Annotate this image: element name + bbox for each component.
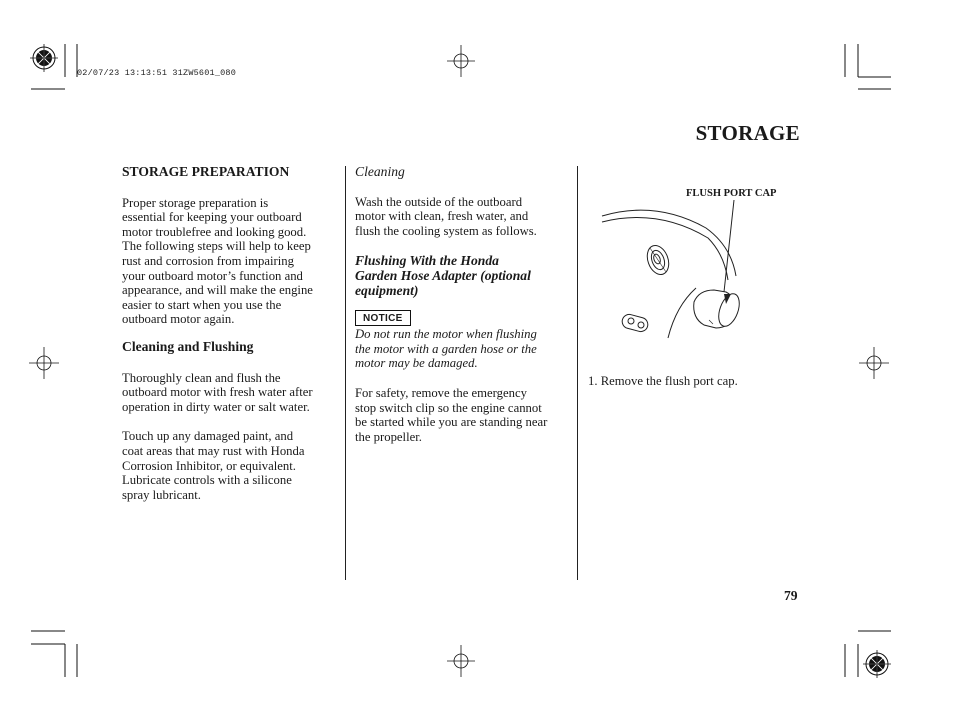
column-divider-2 [577, 166, 578, 580]
column-divider-1 [345, 166, 346, 580]
paragraph: Wash the outside of the outboard motor with clean, fresh water, and flush the cooling system as follows. [355, 194, 537, 238]
column-cleaning [355, 165, 575, 444]
figure-caption: 1. Remove the flush port cap. [588, 374, 738, 388]
page-title: STORAGE [695, 121, 800, 145]
notice-text: Do not run the motor when flushing the motor with a garden hose or the motor may be damaged. [355, 327, 537, 371]
paragraph: Proper storage preparation is essential for keeping your outboard motor troublefree and looking good. The following steps will help to keep rust and corrosion from impairing your outboard motor’s function and appearance, and will make the engine easier to start when you use the outboard motor again. [122, 195, 313, 327]
notice-badge: NOTICE [355, 310, 411, 326]
paragraph: Thoroughly clean and flush the outboard motor with fresh water after operation in dirty water or salt water. [122, 370, 313, 414]
page-number: 79 [784, 588, 798, 603]
section-heading: STORAGE PREPARATION [122, 164, 290, 179]
column-storage-preparation [122, 165, 342, 502]
subsection-heading: Cleaning and Flushing [122, 338, 254, 354]
section-heading: Cleaning [355, 164, 405, 179]
paragraph: For safety, remove the emergency stop switch clip so the engine cannot be started while you are standing near the propeller. [355, 385, 548, 444]
paragraph: Touch up any damaged paint, and coat areas that may rust with Honda Corrosion Inhibitor, or equivalent. Lubricate controls with a silicone spray lubricant. [122, 429, 305, 502]
print-timestamp: 02/07/23 13:13:51 31ZW5601_080 [77, 68, 237, 78]
subsection-heading: Flushing With the Honda Garden Hose Adapter (optional equipment) [355, 253, 531, 298]
flush-port-cap-illustration [596, 198, 776, 348]
figure-label: FLUSH PORT CAP [686, 188, 777, 199]
